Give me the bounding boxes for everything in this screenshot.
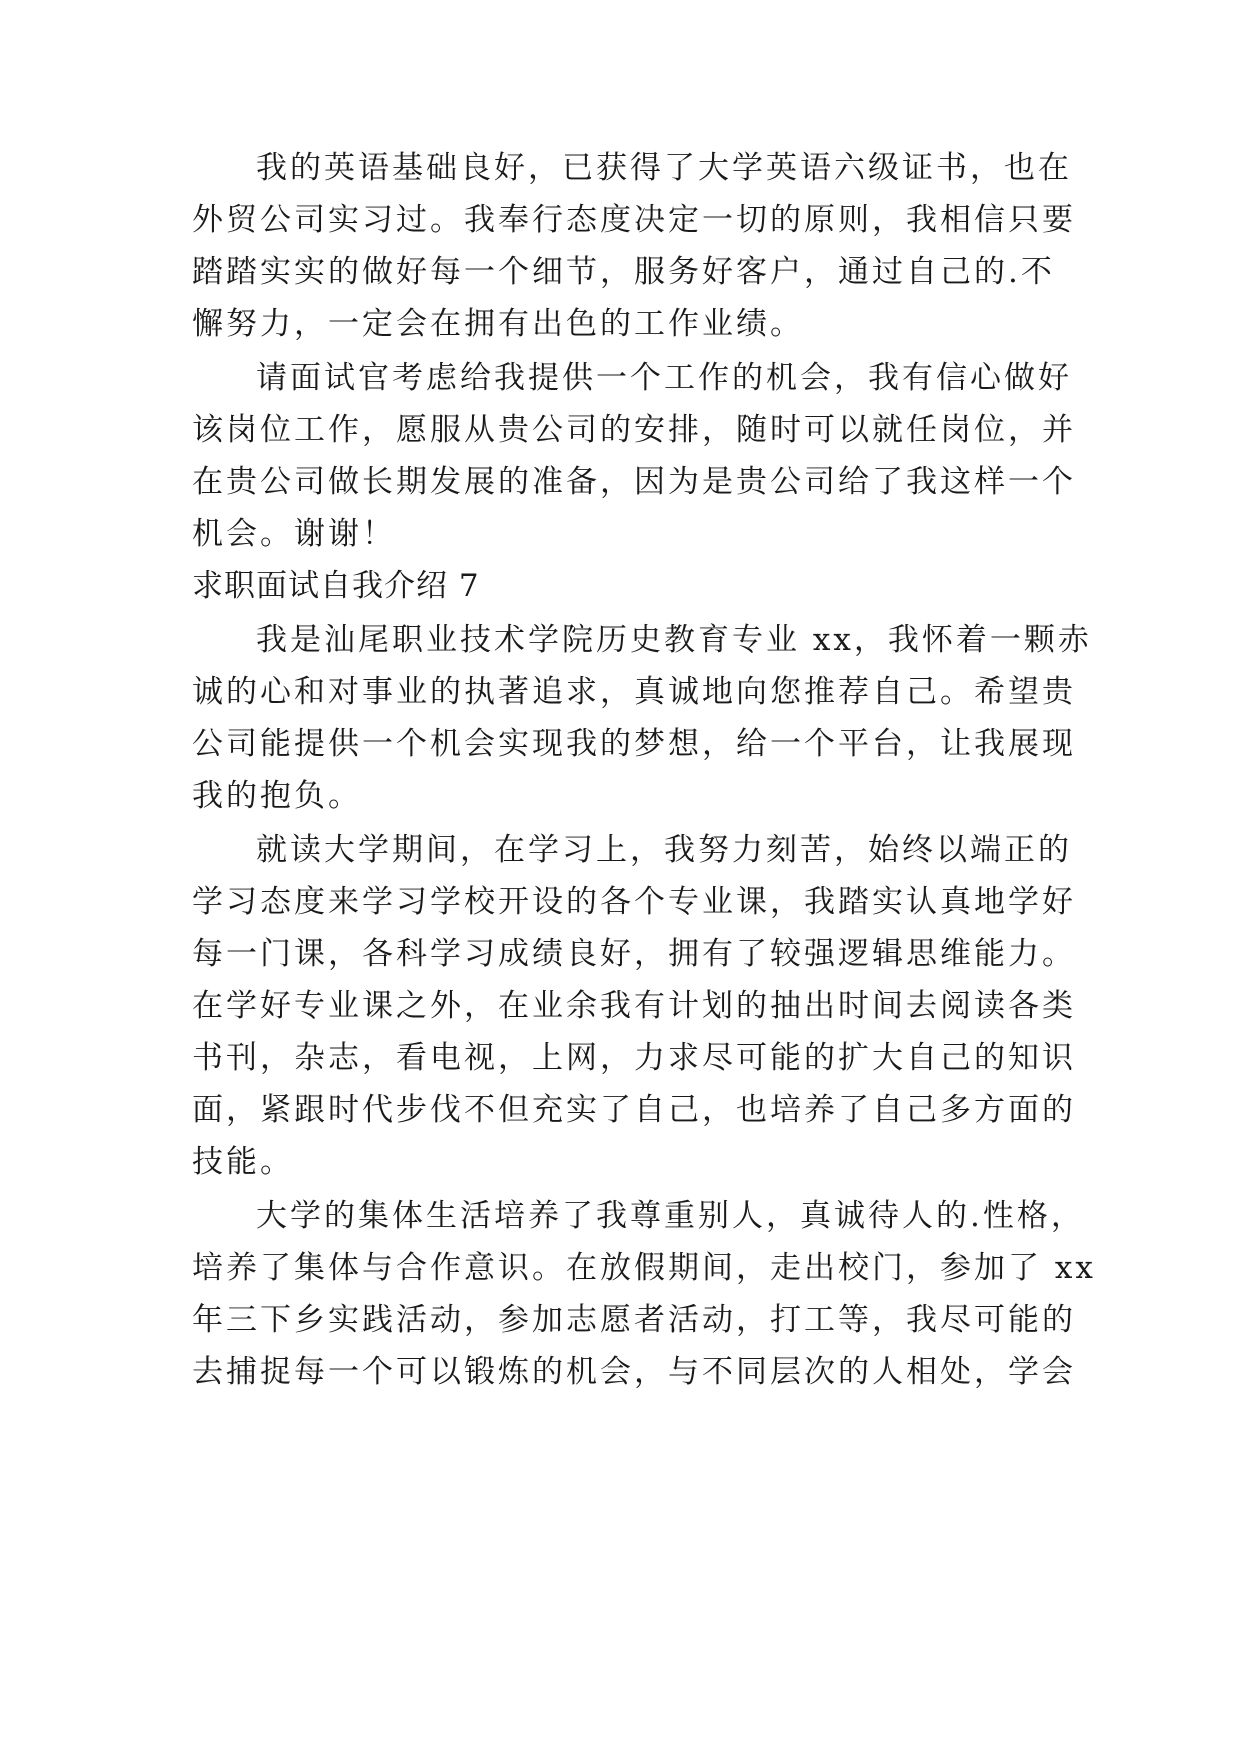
paragraph-line: 我的英语基础良好，已获得了大学英语六级证书，也在: [256, 150, 1072, 186]
paragraph-line: 我的抱负。: [192, 778, 362, 814]
paragraph-line: 在贵公司做长期发展的准备，因为是贵公司给了我这样一个: [192, 464, 1076, 500]
paragraph-line: 我是汕尾职业技术学院历史教育专业 xx，我怀着一颗赤: [256, 622, 1092, 658]
paragraph-line: 去捕捉每一个可以锻炼的机会，与不同层次的人相处，学会: [192, 1354, 1076, 1390]
section-heading: 求职面试自我介绍 7: [192, 568, 480, 604]
paragraph-line: 就读大学期间，在学习上，我努力刻苦，始终以端正的: [256, 832, 1072, 868]
paragraph-line: 外贸公司实习过。我奉行态度决定一切的原则，我相信只要: [192, 202, 1076, 238]
paragraph-line: 在学好专业课之外，在业余我有计划的抽出时间去阅读各类: [192, 988, 1076, 1024]
paragraph-line: 培养了集体与合作意识。在放假期间，走出校门，参加了 xx: [192, 1250, 1096, 1286]
paragraph-line: 书刊，杂志，看电视，上网，力求尽可能的扩大自己的知识: [192, 1040, 1076, 1076]
paragraph-line: 该岗位工作，愿服从贵公司的安排，随时可以就任岗位，并: [192, 412, 1076, 448]
paragraph-line: 请面试官考虑给我提供一个工作的机会，我有信心做好: [256, 360, 1072, 396]
paragraph-line: 机会。谢谢！: [192, 516, 396, 552]
paragraph-line: 踏踏实实的做好每一个细节，服务好客户，通过自己的.不: [192, 254, 1055, 290]
paragraph-line: 面，紧跟时代步伐不但充实了自己，也培养了自己多方面的: [192, 1092, 1076, 1128]
paragraph-line: 公司能提供一个机会实现我的梦想，给一个平台，让我展现: [192, 726, 1076, 762]
paragraph-line: 年三下乡实践活动，参加志愿者活动，打工等，我尽可能的: [192, 1302, 1076, 1338]
paragraph-line: 大学的集体生活培养了我尊重别人，真诚待人的.性格，: [256, 1198, 1085, 1234]
paragraph-line: 学习态度来学习学校开设的各个专业课，我踏实认真地学好: [192, 884, 1076, 920]
paragraph-line: 每一门课，各科学习成绩良好，拥有了较强逻辑思维能力。: [192, 936, 1076, 972]
paragraph-line: 技能。: [192, 1144, 294, 1180]
paragraph-line: 懈努力，一定会在拥有出色的工作业绩。: [192, 306, 804, 342]
paragraph-line: 诚的心和对事业的执著追求，真诚地向您推荐自己。希望贵: [192, 674, 1076, 710]
